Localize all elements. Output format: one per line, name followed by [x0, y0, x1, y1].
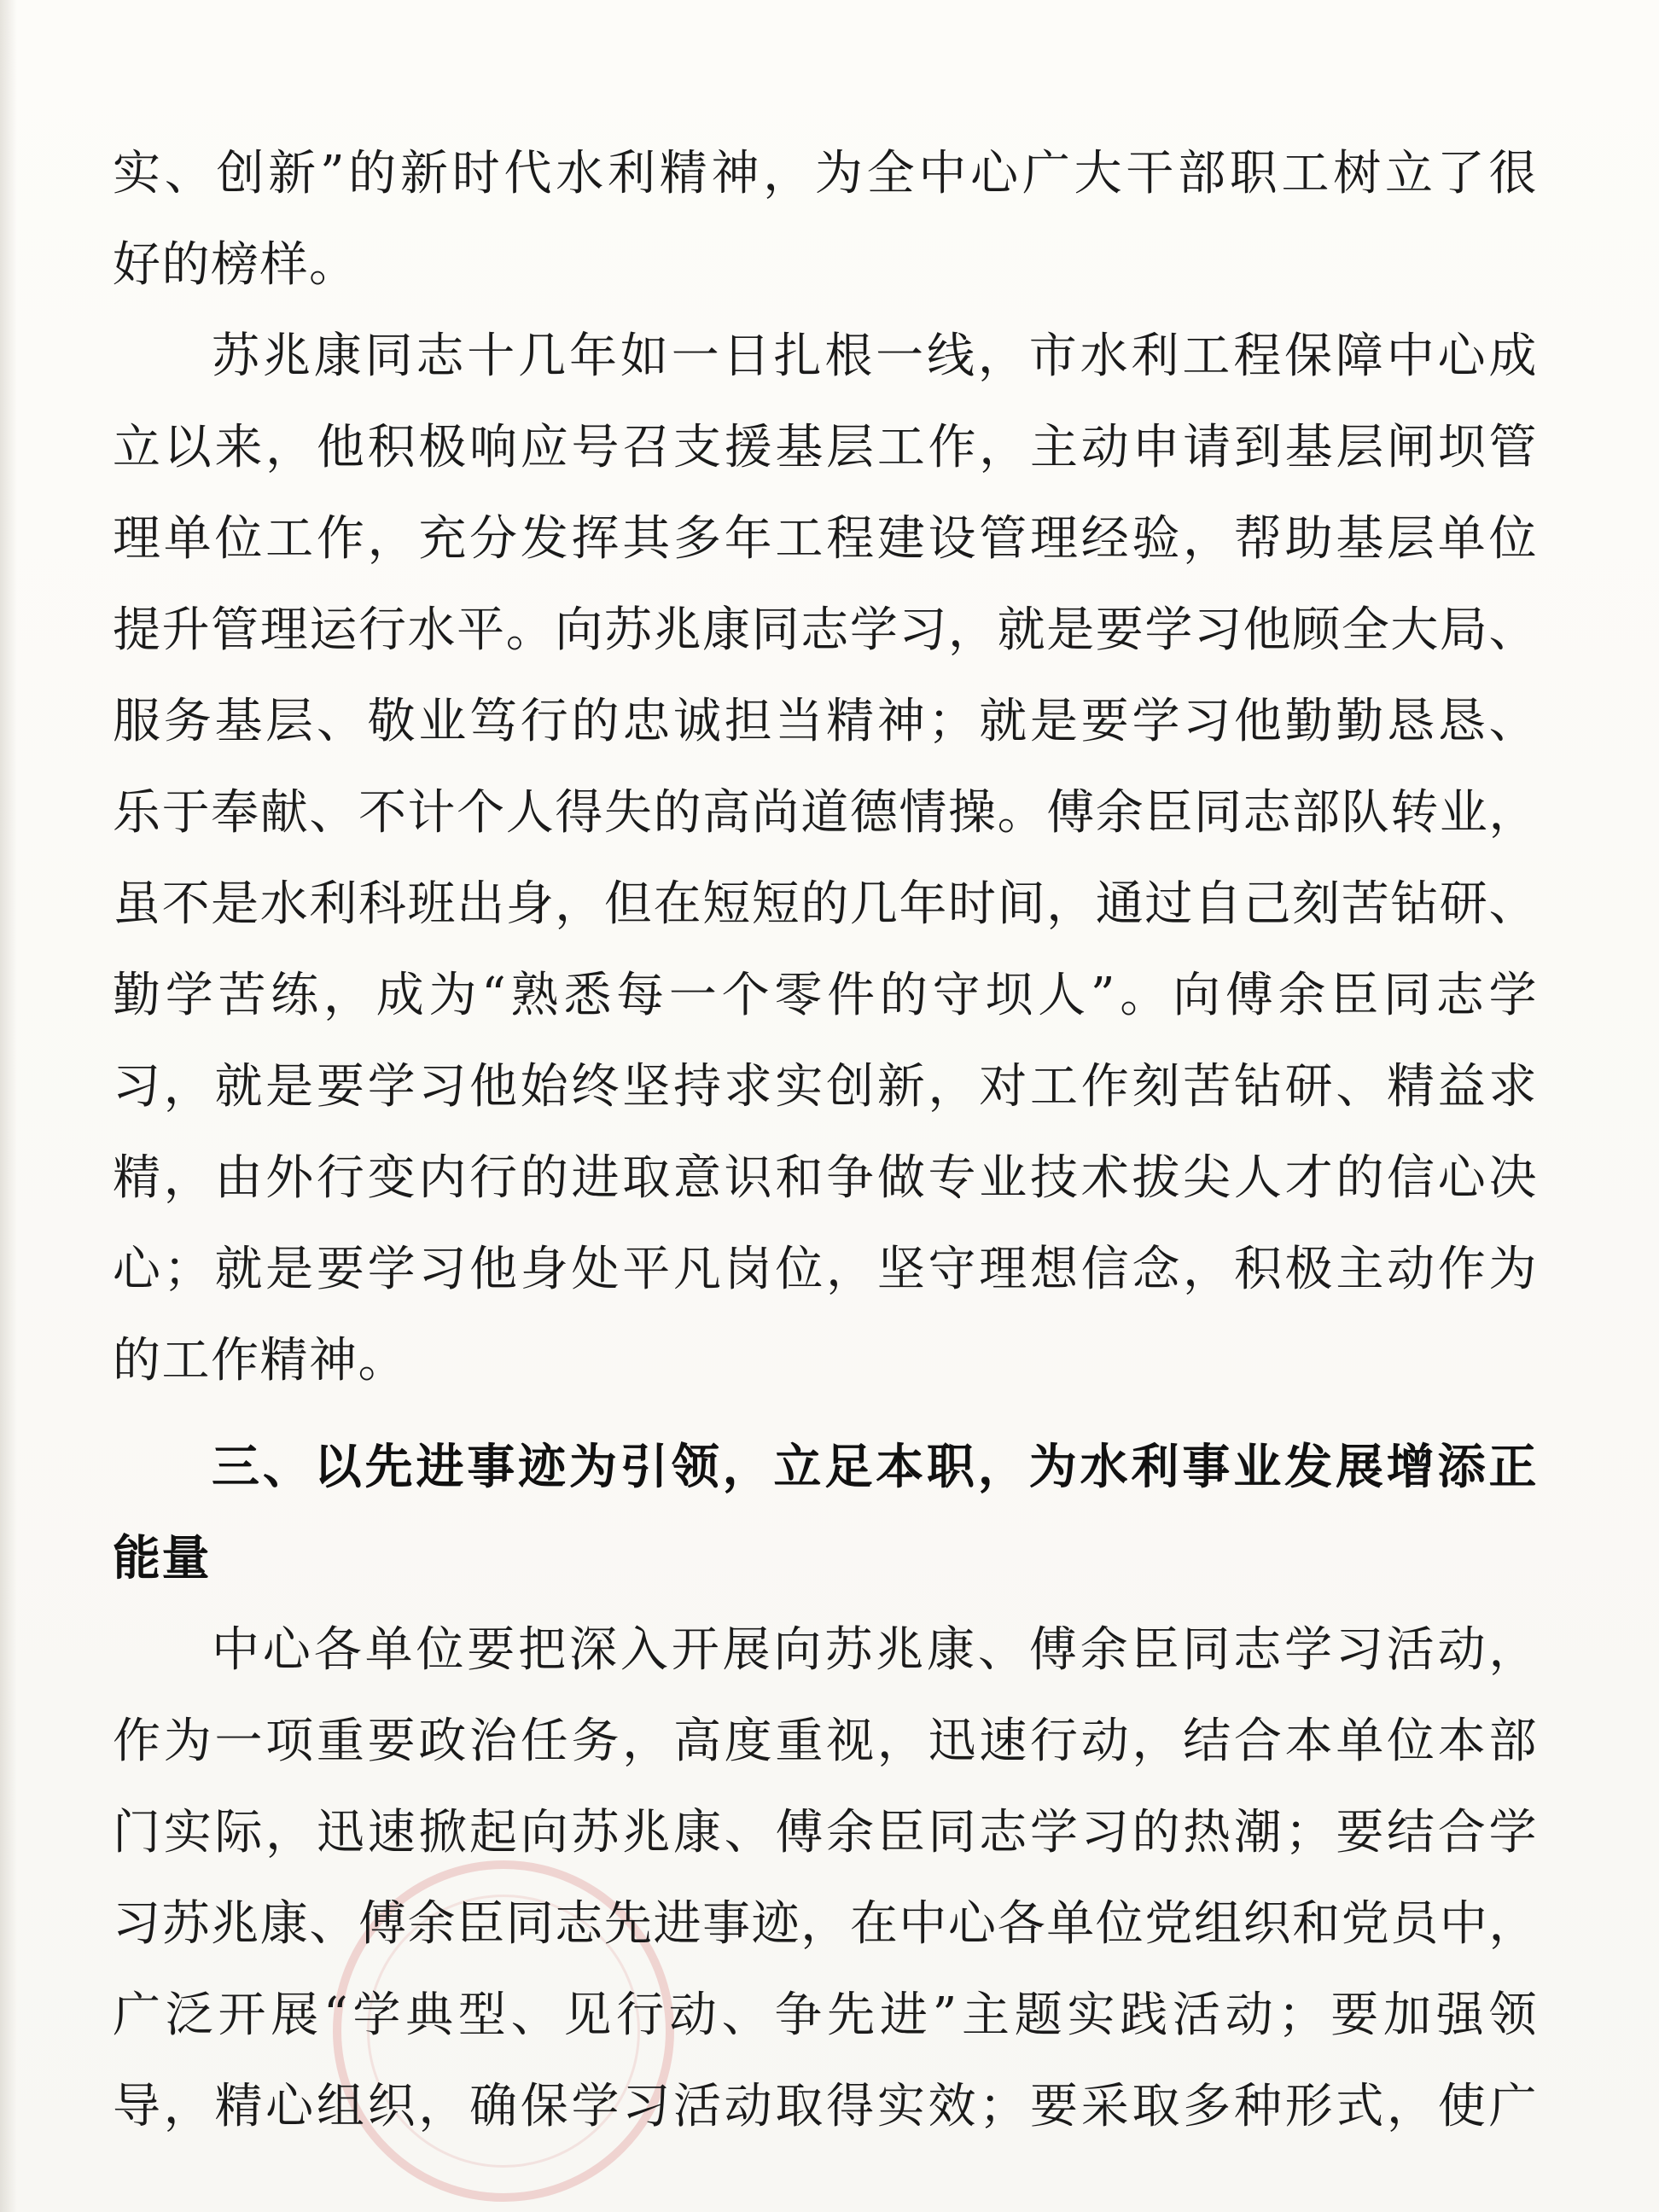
- paragraph-gap: [113, 1406, 1538, 1422]
- text-line: 实、创新”的新时代水利精神，为全中心广大干部职工树立了很: [113, 146, 1538, 201]
- text-line: 提升管理运行水平。向苏兆康同志学习，就是要学习他顾全大局、: [113, 602, 1538, 658]
- document-body: [113, 128, 1538, 2152]
- text-line: 作为一项重要政治任务，高度重视，迅速行动，结合本单位本部: [113, 1714, 1538, 1769]
- paragraph-role-models: [113, 311, 1538, 1406]
- text-line: 精，由外行变内行的进取意识和争做专业技术拔尖人才的信心决: [113, 1150, 1538, 1206]
- heading-line: 能量: [113, 1531, 211, 1586]
- section-heading-3: [113, 1422, 1538, 1604]
- text-line: 虽不是水利科班出身，但在短短的几年时间，通过自己刻苦钻研、: [113, 876, 1538, 932]
- text-line: 习苏兆康、傅余臣同志先进事迹，在中心各单位党组织和党员中，: [113, 1896, 1538, 1952]
- text-line: 乐于奉献、不计个人得失的高尚道德情操。傅余臣同志部队转业，: [113, 785, 1538, 841]
- text-line: 中心各单位要把深入开展向苏兆康、傅余臣同志学习活动，: [212, 1622, 1538, 1678]
- text-line: 服务基层、敬业笃行的忠诚担当精神；就是要学习他勤勤恳恳、: [113, 694, 1538, 749]
- paragraph-continued: [113, 128, 1538, 311]
- paragraph-actions: [113, 1604, 1538, 2152]
- text-line: 理单位工作，充分发挥其多年工程建设管理经验，帮助基层单位: [113, 511, 1538, 567]
- text-line: 导，精心组织，确保学习活动取得实效；要采取多种形式，使广: [113, 2079, 1538, 2134]
- text-line: 勤学苦练，成为“熟悉每一个零件的守坝人”。向傅余臣同志学: [113, 968, 1538, 1023]
- text-line: 苏兆康同志十几年如一日扎根一线，市水利工程保障中心成: [212, 329, 1538, 384]
- text-line: 广泛开展“学典型、见行动、争先进”主题实践活动；要加强领: [113, 1988, 1538, 2043]
- text-line: 好的榜样。: [113, 237, 358, 293]
- text-line: 习，就是要学习他始终坚持求实创新，对工作刻苦钻研、精益求: [113, 1059, 1538, 1115]
- heading-line: 三、以先进事迹为引领，立足本职，为水利事业发展增添正: [212, 1440, 1538, 1495]
- text-line: 立以来，他积极响应号召支援基层工作，主动申请到基层闸坝管: [113, 420, 1538, 475]
- text-line: 心；就是要学习他身处平凡岗位，坚守理想信念，积极主动作为: [113, 1242, 1538, 1297]
- page-edge-shadow: [0, 0, 17, 2212]
- text-line: 的工作精神。: [113, 1333, 407, 1388]
- text-line: 门实际，迅速掀起向苏兆康、傅余臣同志学习的热潮；要结合学: [113, 1805, 1538, 1860]
